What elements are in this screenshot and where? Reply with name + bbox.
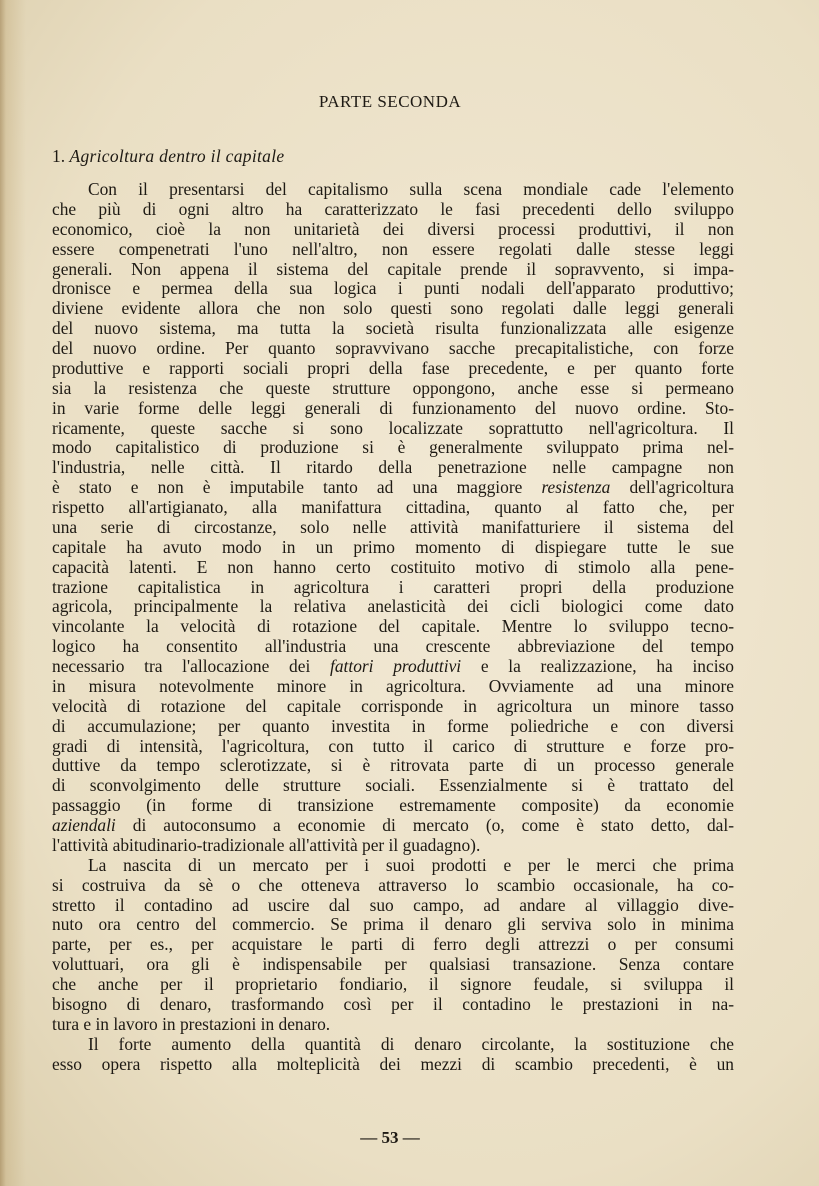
text-line: l'industria, nelle città. Il ritardo della penetrazione nelle campagne non — [52, 457, 734, 478]
paragraph — [52, 1035, 734, 1075]
text-line: modo capitalistico di produzione si è generalmente sviluppato prima nel- — [52, 437, 734, 458]
text-line: economico, cioè la non unitarietà dei diversi processi produttivi, il non — [52, 218, 734, 239]
text-line: che anche per il proprietario fondiario, il signore feudale, si sviluppa il — [52, 974, 734, 994]
text-line: stretto il contadino ad uscire dal suo campo, ad andare al villaggio dive- — [52, 894, 734, 915]
text-line: voluttuari, ora gli è indispensabile per qualsiasi transazione. Senza contare — [52, 954, 734, 975]
italic-term: aziendali — [52, 815, 116, 835]
text-line: l'attività abitudinario-tradizionale all'attività per il guadagno). — [52, 834, 481, 855]
text-line: diviene evidente allora che non solo questi sono regolati dalle leggi generali — [52, 298, 734, 319]
text-line: ricamente, queste sacche si sono localizzate soprattutto nell'agricoltura. Il — [52, 417, 734, 438]
italic-term: fattori produttivi — [330, 656, 462, 676]
text-line: duttive da tempo sclerotizzate, si è ritrovata parte di un processo generale — [52, 755, 734, 776]
text-line: vincolante la velocità di rotazione del capitale. Mentre lo sviluppo tecno- — [52, 616, 734, 637]
text-line: logico ha consentito all'industria una crescente abbreviazione del tempo — [52, 636, 734, 657]
text-line: Il forte aumento della quantità di denaro circolante, la sostituzione che — [88, 1033, 734, 1054]
text-line: nuto ora centro del commercio. Se prima il denaro gli serviva solo in minima — [52, 914, 734, 935]
text-line: generali. Non appena il sistema del capitale prende il sopravvento, si impa- — [52, 258, 734, 279]
text-line: parte, per es., per acquistare le parti di ferro degli attrezzi o per consumi — [52, 934, 734, 955]
text-line: che più di ogni altro ha caratterizzato le fasi precedenti dello sviluppo — [52, 198, 734, 219]
text-line: di sconvolgimento delle strutture sociali. Essenzialmente si è trattato del — [52, 775, 734, 796]
text-line: rispetto all'artigianato, alla manifattura cittadina, quanto al fatto che, per — [52, 497, 734, 517]
body-text — [52, 180, 734, 1074]
paragraph — [52, 856, 734, 1035]
text-line: del nuovo ordine. Per quanto sopravvivano sacche precapitalistiche, con forze — [52, 338, 734, 358]
text-line: necessario tra l'allocazione dei fattori produttivi e la realizzazione, ha inciso — [52, 656, 734, 676]
text-line: tura e in lavoro in prestazioni in denaro. — [52, 1013, 331, 1034]
running-header: PARTE SECONDA — [318, 92, 462, 111]
text-line: aziendali di autoconsumo a economie di mercato (o, come è stato detto, dal- — [52, 815, 734, 835]
text-line: di accumulazione; per quanto investita in forme poliedriche e con diversi — [52, 715, 734, 736]
section-title: Agricoltura dentro il capitale — [69, 146, 285, 166]
text-line: capitale ha avuto modo in un primo momento di dispiegare tutte le sue — [52, 536, 734, 557]
text-line: del nuovo sistema, ma tutta la società risulta funzionalizzata alle esigenze — [52, 318, 734, 339]
text-line: produttive e rapporti sociali propri della fase precedente, e per quanto forte — [52, 357, 734, 378]
text-line: velocità di rotazione del capitale corrisponde in agricoltura un minore tasso — [52, 695, 734, 716]
text-line: sia la resistenza che queste strutture oppongono, anche esse si permeano — [52, 377, 734, 398]
paragraph — [52, 180, 734, 856]
section-heading — [52, 146, 284, 167]
text-line: agricola, principalmente la relativa anelasticità dei cicli biologici come dato — [52, 596, 734, 617]
text-line: essere compenetrati l'uno nell'altro, non essere regolati dalle stesse leggi — [52, 238, 734, 259]
page-number: — 53 — — [360, 1128, 420, 1147]
text-line: bisogno di denaro, trasformando così per il contadino le prestazioni in na- — [52, 993, 734, 1014]
text-line: una serie di circostanze, solo nelle attività manifatturiere il sistema del — [52, 516, 734, 537]
text-line: in misura notevolmente minore in agricoltura. Ovviamente ad una minore — [52, 675, 734, 696]
text-line: trazione capitalistica in agricoltura i caratteri propri della produzione — [52, 576, 734, 597]
text-line: dronisce e permea della sua logica i punti nodali dell'apparato produttivo; — [52, 278, 734, 299]
text-line: gradi di intensità, l'agricoltura, con tutto il carico di strutture e forze pro- — [52, 735, 734, 756]
text-line: passaggio (in forme di transizione estremamente composite) da economie — [52, 795, 734, 816]
text-line: esso opera rispetto alla molteplicità dei mezzi di scambio precedenti, è un — [52, 1053, 734, 1074]
text-line: si costruiva da sè o che otteneva attraverso lo scambio occasionale, ha co- — [52, 874, 734, 895]
text-line: in varie forme delle leggi generali di funzionamento del nuovo ordine. Sto- — [52, 397, 734, 418]
text-line: La nascita di un mercato per i suoi prodotti e per le merci che prima — [88, 854, 734, 875]
text-line: è stato e non è imputabile tanto ad una maggiore resistenza dell'agricoltura — [52, 477, 734, 498]
text-line: capacità latenti. E non hanno certo costituito motivo di stimolo alla pene- — [52, 556, 734, 577]
italic-term: resistenza — [541, 477, 611, 498]
section-number: 1. — [52, 146, 66, 166]
text-line: Con il presentarsi del capitalismo sulla scena mondiale cade l'elemento — [88, 179, 734, 199]
